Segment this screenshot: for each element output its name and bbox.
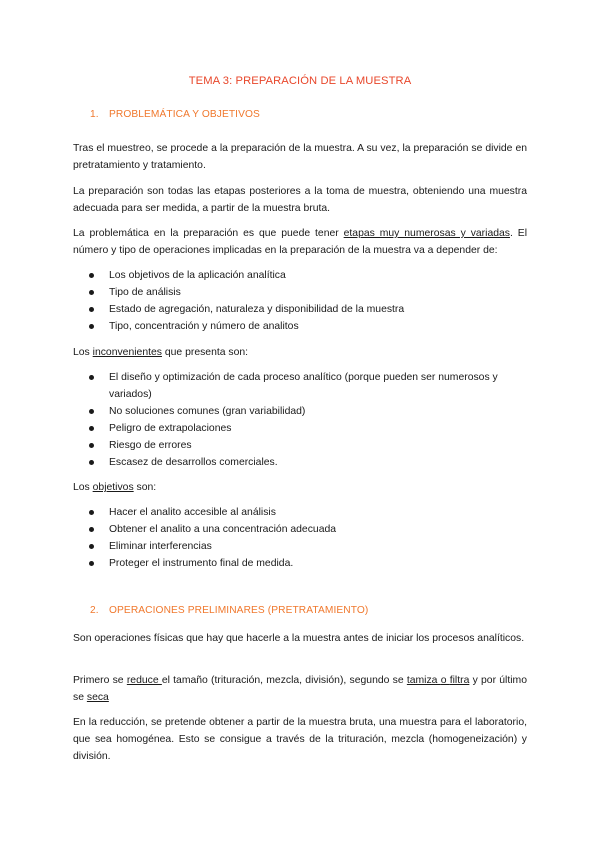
depends-on-list bbox=[73, 267, 527, 335]
list-item: Eliminar interferencias bbox=[73, 538, 527, 555]
list-item: Los objetivos de la aplicación analítica bbox=[73, 267, 527, 284]
section-1-number: 1. bbox=[90, 109, 99, 120]
text-run: Primero se bbox=[73, 675, 127, 686]
list-item: Proteger el instrumento final de medida. bbox=[73, 555, 527, 572]
section-2-number: 2. bbox=[90, 605, 99, 616]
list-item: Estado de agregación, naturaleza y disponibilidad de la muestra bbox=[73, 301, 527, 318]
underlined-text: filtra bbox=[449, 675, 470, 686]
paragraph: En la reducción, se pretende obtener a partir de la muestra bruta, una muestra para el laboratorio, que sea homogénea. Esto se consigue a través de la trituración, mezcla (homogeneización) y división. bbox=[73, 717, 527, 762]
paragraph bbox=[73, 225, 527, 259]
paragraph: Tras el muestreo, se procede a la preparación de la muestra. A su vez, la preparación se divide en pretratamiento y tratamiento. bbox=[73, 143, 527, 171]
underlined-text: etapas muy numerosas y variadas bbox=[343, 228, 510, 239]
underlined-text: objetivos bbox=[92, 482, 134, 493]
underlined-text: o bbox=[440, 675, 450, 686]
paragraph bbox=[73, 479, 527, 496]
list-item: Tipo de análisis bbox=[73, 284, 527, 301]
section-2-heading-text: OPERACIONES PRELIMINARES (PRETRATAMIENTO) bbox=[109, 605, 369, 616]
inconvenientes-list bbox=[73, 369, 527, 471]
list-item: Tipo, concentración y número de analitos bbox=[73, 318, 527, 335]
text-run: que presenta son: bbox=[161, 347, 249, 358]
section-2-heading bbox=[90, 605, 368, 616]
text-run: el tamaño (trituración, mezcla, división), segundo se bbox=[161, 675, 407, 686]
underlined-text: inconvenientes bbox=[92, 347, 162, 358]
list-item: El diseño y optimización de cada proceso analítico (porque pueden ser numerosos y variados) bbox=[73, 369, 527, 403]
list-item: Hacer el analito accesible al análisis bbox=[73, 504, 527, 521]
text-run: . El número y tipo de operaciones implicadas en la preparación de la muestra va a depender de: bbox=[73, 228, 528, 256]
section-1-heading bbox=[90, 109, 260, 120]
objetivos-list bbox=[73, 504, 527, 572]
list-item: Obtener el analito a una concentración adecuada bbox=[73, 521, 527, 538]
section-1-heading-text: PROBLEMÁTICA Y OBJETIVOS bbox=[109, 109, 260, 120]
paragraph: La preparación son todas las etapas posteriores a la toma de muestra, obteniendo una muestra adecuada para ser medida, a partir de la muestra bruta. bbox=[73, 186, 527, 214]
paragraph bbox=[73, 344, 527, 361]
text-run: y por último se bbox=[73, 675, 527, 703]
paragraph bbox=[73, 672, 527, 706]
text-run: La problemática en la preparación es que puede tener bbox=[73, 228, 344, 239]
underlined-text: reduce bbox=[126, 675, 162, 686]
list-item: Peligro de extrapolaciones bbox=[73, 420, 527, 437]
page-title: TEMA 3: PREPARACIÓN DE LA MUESTRA bbox=[188, 75, 412, 87]
underlined-text: tamiza bbox=[406, 675, 441, 686]
list-item: No soluciones comunes (gran variabilidad) bbox=[73, 403, 527, 420]
paragraph: Son operaciones físicas que hay que hacerle a la muestra antes de iniciar los procesos analíticos. bbox=[73, 633, 525, 644]
list-item: Riesgo de errores bbox=[73, 437, 527, 454]
list-item: Escasez de desarrollos comerciales. bbox=[73, 454, 527, 471]
underlined-text: seca bbox=[86, 692, 109, 703]
text-run: son: bbox=[133, 482, 157, 493]
text-run: Los bbox=[73, 347, 93, 358]
text-run: Los bbox=[73, 482, 93, 493]
